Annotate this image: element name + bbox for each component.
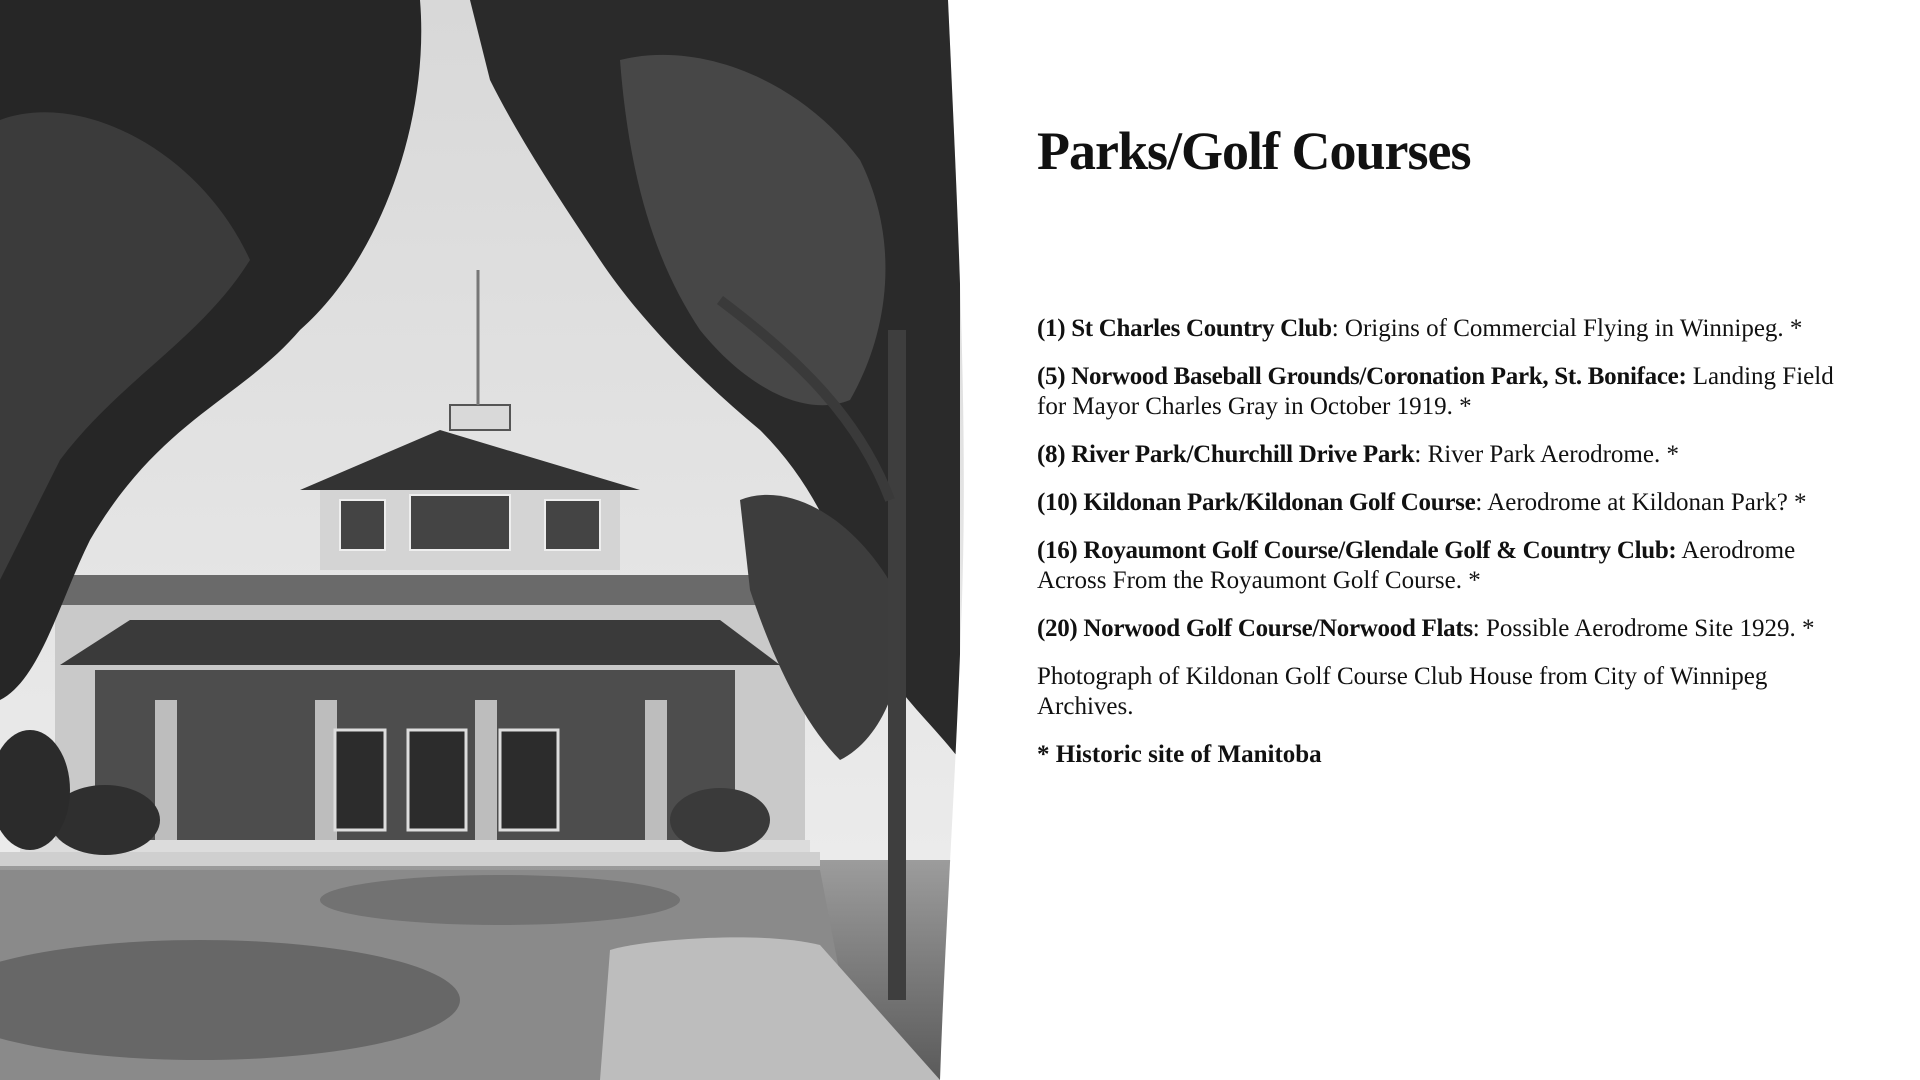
site-name: (10) Kildonan Park/Kildonan Golf Course bbox=[1037, 489, 1476, 516]
site-separator: : bbox=[1472, 615, 1486, 642]
photo-credit: Photograph of Kildonan Golf Course Club House from City of Winnipeg Archives. bbox=[1037, 663, 1768, 720]
site-description: Origins of Commercial Flying in Winnipeg. * bbox=[1344, 315, 1803, 342]
slide-title: Parks/Golf Courses bbox=[1037, 121, 1471, 181]
site-entry bbox=[1037, 362, 1857, 422]
site-description: Landing Field for Mayor Charles Gray in October 1919. * bbox=[1037, 363, 1834, 420]
site-entry bbox=[1037, 488, 1857, 518]
site-entry bbox=[1037, 536, 1857, 596]
site-entry bbox=[1037, 440, 1857, 470]
site-description: Aerodrome Across From the Royaumont Golf Course. * bbox=[1037, 537, 1796, 594]
site-description: River Park Aerodrome. * bbox=[1427, 441, 1679, 468]
site-description: Aerodrome at Kildonan Park? * bbox=[1487, 489, 1807, 516]
site-name: (8) River Park/Churchill Drive Park bbox=[1037, 441, 1415, 468]
site-separator: : bbox=[1331, 315, 1345, 342]
site-name: (16) Royaumont Golf Course/Glendale Golf & Country Club: bbox=[1037, 537, 1677, 564]
site-name: (20) Norwood Golf Course/Norwood Flats bbox=[1037, 615, 1473, 642]
site-entry bbox=[1037, 314, 1857, 344]
site-entry bbox=[1037, 614, 1857, 644]
site-name: (1) St Charles Country Club bbox=[1037, 315, 1332, 342]
historic-site-legend: * Historic site of Manitoba bbox=[1037, 741, 1322, 768]
site-separator: : bbox=[1475, 489, 1488, 516]
site-description: Possible Aerodrome Site 1929. * bbox=[1485, 615, 1815, 642]
text-panel bbox=[1037, 0, 1857, 1080]
site-list bbox=[1037, 314, 1857, 770]
site-name: (5) Norwood Baseball Grounds/Coronation Park, St. Boniface: bbox=[1037, 363, 1687, 390]
site-separator: : bbox=[1414, 441, 1428, 468]
